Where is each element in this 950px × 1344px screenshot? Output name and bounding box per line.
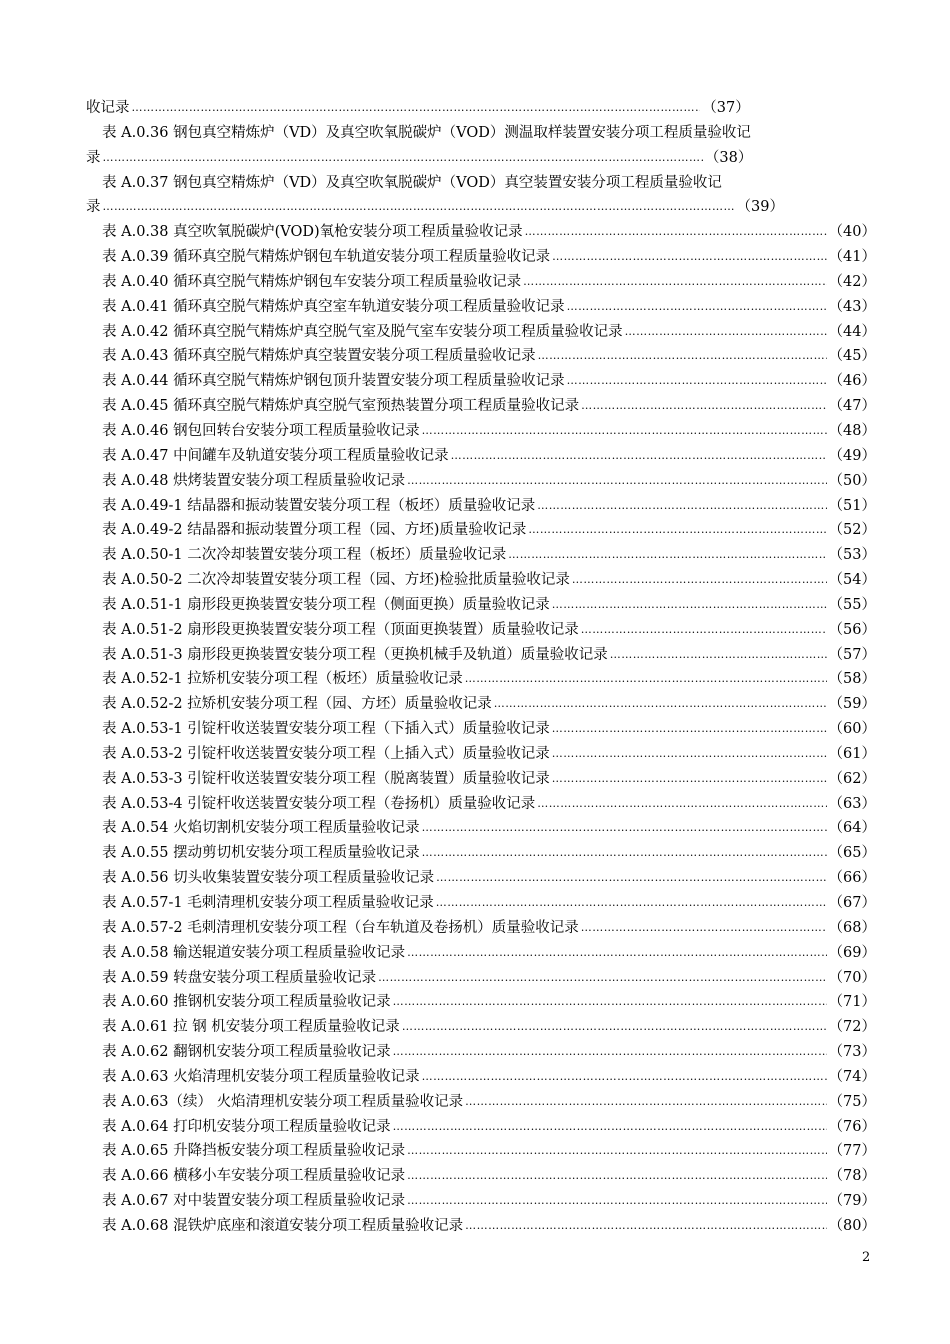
table-of-contents — [86, 96, 876, 1239]
toc-entry-title: 表 A.0.62 翻钢机安装分项工程质量验收记录 — [102, 1044, 391, 1061]
toc-entry-title: 表 A.0.67 对中装置安装分项工程质量验收记录 — [102, 1193, 406, 1210]
toc-entry — [86, 96, 876, 121]
toc-entry-title: 表 A.0.52-2 拉矫机安装分项工程（园、方坯）质量验收记录 — [102, 696, 492, 713]
dot-leader — [552, 593, 827, 618]
toc-entry — [86, 742, 876, 767]
toc-entry-page: （51） — [828, 497, 876, 514]
toc-entry-page: （63） — [828, 795, 876, 812]
toc-entry-title: 表 A.0.57-2 毛刺清理机安装分项工程（台车轨道及卷扬机）质量验收记录 — [102, 919, 579, 936]
dot-leader — [407, 1189, 826, 1214]
dot-leader — [581, 916, 827, 941]
toc-entry — [86, 1164, 876, 1189]
toc-entry — [86, 841, 876, 866]
toc-entry-title: 表 A.0.53-1 引锭杆收送装置安装分项工程（下插入式）质量验收记录 — [102, 721, 550, 738]
toc-entry-page: （60） — [828, 721, 876, 738]
dot-leader — [407, 1139, 826, 1164]
dot-leader — [103, 146, 703, 171]
toc-entry — [86, 816, 876, 841]
toc-entry-page: （57） — [828, 646, 876, 663]
toc-entry — [86, 444, 876, 469]
toc-entry-title: 表 A.0.58 输送辊道安装分项工程质量验收记录 — [102, 944, 406, 961]
dot-leader — [581, 618, 827, 643]
toc-entry-title: 表 A.0.54 火焰切割机安装分项工程质量验收记录 — [102, 820, 420, 837]
toc-entry — [86, 419, 876, 444]
dot-leader — [508, 543, 826, 568]
dot-leader — [132, 96, 701, 121]
dot-leader — [422, 816, 827, 841]
dot-leader — [552, 717, 827, 742]
toc-entry-page: （37） — [702, 100, 750, 116]
toc-entry — [86, 195, 876, 220]
toc-entry-title: 表 A.0.47 中间罐车及轨道安装分项工程质量验收记录 — [102, 447, 449, 464]
toc-entry-title: 表 A.0.51-2 扇形段更换装置安装分项工程（顶面更换装置）质量验收记录 — [102, 621, 579, 638]
dot-leader — [523, 270, 826, 295]
dot-leader — [402, 1015, 827, 1040]
toc-entry — [86, 866, 876, 891]
toc-entry-page: （77） — [828, 1143, 876, 1160]
toc-entry-title: 表 A.0.65 升降挡板安装分项工程质量验收记录 — [102, 1143, 406, 1160]
toc-entry-title: 表 A.0.40 循环真空脱气精炼炉钢包车安装分项工程质量验收记录 — [102, 273, 522, 290]
toc-entry — [86, 146, 876, 171]
toc-entry-page: （73） — [828, 1044, 876, 1061]
dot-leader — [436, 866, 826, 891]
toc-entry-page: （67） — [828, 895, 876, 911]
toc-entry-page: （72） — [828, 1019, 876, 1036]
toc-entry — [86, 667, 876, 692]
toc-entry-page: （53） — [828, 547, 876, 564]
toc-entry-title: 录 — [86, 149, 101, 166]
dot-leader — [465, 1090, 826, 1115]
toc-entry-title: 表 A.0.50-1 二次冷却装置安装分项工程（板坯）质量验收记录 — [102, 547, 507, 564]
toc-entry-page: （58） — [828, 671, 876, 688]
toc-entry-title: 表 A.0.63 火焰清理机安装分项工程质量验收记录 — [102, 1068, 420, 1085]
toc-entry — [86, 792, 876, 817]
toc-entry-title: 表 A.0.52-1 拉矫机安装分项工程（板坯）质量验收记录 — [102, 671, 463, 688]
toc-entry-page: （43） — [828, 298, 876, 315]
toc-entry-page: （54） — [828, 572, 876, 589]
toc-entry-title: 表 A.0.53-4 引锭杆收送装置安装分项工程（卷扬机）质量验收记录 — [102, 795, 536, 812]
toc-entry — [86, 245, 876, 270]
toc-entry-title: 表 A.0.59 转盘安装分项工程质量验收记录 — [102, 969, 377, 986]
toc-entry — [86, 1065, 876, 1090]
page-number: 2 — [862, 1250, 871, 1265]
dot-leader — [537, 494, 826, 519]
toc-entry-page: （78） — [828, 1168, 876, 1185]
dot-leader — [528, 518, 826, 543]
toc-entry-page: （52） — [828, 522, 876, 539]
toc-entry — [86, 593, 876, 618]
toc-entry-page: （68） — [828, 919, 876, 936]
toc-entry-page: （56） — [828, 621, 876, 638]
toc-entry-page: （59） — [828, 696, 876, 713]
toc-entry — [86, 618, 876, 643]
toc-entry-page: （44） — [828, 323, 876, 340]
toc-entry — [86, 1040, 876, 1065]
toc-entry — [86, 891, 876, 916]
toc-entry-title: 表 A.0.39 循环真空脱气精炼炉钢包车轨道安装分项工程质量验收记录 — [102, 249, 551, 266]
dot-leader — [552, 767, 827, 792]
toc-entry-page: （65） — [828, 845, 876, 862]
toc-entry-title: 表 A.0.61 拉 钢 机安装分项工程质量验收记录 — [102, 1019, 400, 1036]
toc-entry-page: （46） — [828, 373, 876, 390]
toc-entry-title: 表 A.0.53-2 引锭杆收送装置安装分项工程（上插入式）质量验收记录 — [102, 745, 550, 762]
dot-leader — [393, 1040, 827, 1065]
toc-entry — [86, 717, 876, 742]
toc-entry — [86, 966, 876, 991]
toc-entry — [86, 121, 876, 146]
toc-entry-title: 表 A.0.55 摆动剪切机安装分项工程质量验收记录 — [102, 845, 420, 862]
toc-entry-title: 表 A.0.53-3 引锭杆收送装置安装分项工程（脱离装置）质量验收记录 — [102, 770, 550, 787]
toc-entry-page: （40） — [828, 224, 876, 241]
toc-entry-title: 表 A.0.44 循环真空脱气精炼炉钢包顶升装置安装分项工程质量验收记录 — [102, 373, 565, 390]
dot-leader — [581, 394, 826, 419]
toc-entry-page: （66） — [828, 870, 876, 887]
toc-entry-page: （47） — [828, 398, 876, 415]
toc-entry — [86, 941, 876, 966]
dot-leader — [537, 792, 826, 817]
toc-entry — [86, 767, 876, 792]
toc-entry — [86, 1214, 876, 1239]
dot-leader — [451, 444, 827, 469]
dot-leader — [422, 1065, 827, 1090]
toc-entry — [86, 270, 876, 295]
toc-entry — [86, 916, 876, 941]
dot-leader — [393, 990, 827, 1015]
toc-entry-page: （55） — [828, 596, 876, 613]
toc-entry — [86, 568, 876, 593]
toc-entry — [86, 494, 876, 519]
toc-entry-page: （49） — [828, 447, 876, 464]
toc-entry — [86, 469, 876, 494]
toc-entry — [86, 1015, 876, 1040]
toc-entry-title: 表 A.0.68 混铁炉底座和滚道安装分项工程质量验收记录 — [102, 1217, 464, 1234]
dot-leader — [407, 469, 826, 494]
dot-leader — [407, 1164, 826, 1189]
toc-entry-title: 收记录 — [86, 100, 130, 116]
toc-entry-title: 表 A.0.57-1 毛刺清理机安装分项工程质量验收记录 — [102, 895, 434, 911]
toc-entry — [86, 518, 876, 543]
toc-entry-title: 表 A.0.49-1 结晶器和振动装置安装分项工程（板坯）质量验收记录 — [102, 497, 536, 514]
toc-entry-page: （48） — [828, 422, 876, 439]
toc-entry — [86, 171, 876, 196]
dot-leader — [572, 568, 827, 593]
toc-entry-page: （39） — [736, 199, 784, 216]
dot-leader — [407, 941, 826, 966]
toc-entry-title: 表 A.0.56 切头收集装置安装分项工程质量验收记录 — [102, 870, 435, 887]
toc-entry-title: 表 A.0.43 循环真空脱气精炼炉真空装置安装分项工程质量验收记录 — [102, 348, 536, 365]
toc-entry-page: （61） — [828, 745, 876, 762]
toc-entry-page: （38） — [704, 149, 753, 166]
toc-entry — [86, 295, 876, 320]
toc-entry — [86, 220, 876, 245]
toc-entry-title: 表 A.0.48 烘烤装置安装分项工程质量验收记录 — [102, 472, 406, 489]
toc-entry-page: （75） — [828, 1093, 876, 1110]
toc-entry-title: 录 — [86, 199, 101, 216]
dot-leader — [465, 1214, 826, 1239]
dot-leader — [552, 245, 826, 270]
dot-leader — [393, 1115, 827, 1140]
dot-leader — [610, 643, 827, 668]
toc-entry-title: 表 A.0.60 推钢机安装分项工程质量验收记录 — [102, 994, 391, 1011]
toc-entry-page: （41） — [828, 249, 876, 266]
toc-entry — [86, 1115, 876, 1140]
toc-entry-title: 表 A.0.51-3 扇形段更换装置安装分项工程（更换机械手及轨道）质量验收记录 — [102, 646, 608, 663]
dot-leader — [567, 369, 827, 394]
toc-entry — [86, 1189, 876, 1214]
toc-entry-title: 表 A.0.51-1 扇形段更换装置安装分项工程（侧面更换）质量验收记录 — [102, 596, 550, 613]
toc-entry-page: （71） — [828, 994, 876, 1011]
toc-entry-title: 表 A.0.41 循环真空脱气精炼炉真空室车轨道安装分项工程质量验收记录 — [102, 298, 565, 315]
toc-entry-page: （50） — [828, 472, 876, 489]
toc-entry-title: 表 A.0.38 真空吹氧脱碳炉(VOD)氧枪安装分项工程质量验收记录 — [102, 224, 523, 241]
toc-entry-page: （69） — [828, 944, 876, 961]
dot-leader — [436, 891, 827, 916]
toc-entry — [86, 692, 876, 717]
toc-entry — [86, 1139, 876, 1164]
toc-entry-title: 表 A.0.36 钢包真空精炼炉（VD）及真空吹氧脱碳炉（VOD）测温取样装置安装分项工程质量验收记 — [102, 124, 751, 141]
toc-entry-title: 表 A.0.45 循环真空脱气精炼炉真空脱气室预热装置分项工程质量验收记录 — [102, 398, 580, 415]
toc-entry-page: （64） — [828, 820, 876, 837]
dot-leader — [465, 667, 827, 692]
toc-entry-title: 表 A.0.50-2 二次冷却装置安装分项工程（园、方坯)检验批质量验收记录 — [102, 572, 570, 589]
dot-leader — [494, 692, 827, 717]
dot-leader — [422, 419, 827, 444]
dot-leader — [567, 295, 827, 320]
dot-leader — [538, 344, 827, 369]
toc-entry — [86, 369, 876, 394]
toc-entry-title: 表 A.0.49-2 结晶器和振动装置分项工程（园、方坯)质量验收记录 — [102, 522, 527, 539]
dot-leader — [422, 841, 827, 866]
toc-entry — [86, 320, 876, 345]
toc-entry-title: 表 A.0.46 钢包回转台安装分项工程质量验收记录 — [102, 422, 420, 439]
toc-entry-page: （62） — [828, 770, 876, 787]
toc-entry-page: （76） — [828, 1118, 876, 1135]
toc-entry-page: （42） — [828, 273, 876, 290]
toc-entry-title: 表 A.0.42 循环真空脱气精炼炉真空脱气室及脱气室车安装分项工程质量验收记录 — [102, 323, 623, 340]
toc-entry-title: 表 A.0.64 打印机安装分项工程质量验收记录 — [102, 1118, 391, 1135]
toc-entry-page: （70） — [828, 969, 876, 986]
dot-leader — [103, 195, 735, 220]
dot-leader — [378, 966, 826, 991]
toc-entry — [86, 543, 876, 568]
toc-entry — [86, 394, 876, 419]
toc-entry — [86, 990, 876, 1015]
dot-leader — [552, 742, 827, 767]
toc-entry-title: 表 A.0.66 横移小车安装分项工程质量验收记录 — [102, 1168, 406, 1185]
toc-entry-page: （74） — [828, 1068, 876, 1085]
dot-leader — [525, 220, 827, 245]
toc-entry-title: 表 A.0.37 钢包真空精炼炉（VD）及真空吹氧脱碳炉（VOD）真空装置安装分项工程质量验收记 — [102, 174, 722, 191]
toc-entry — [86, 344, 876, 369]
toc-entry-page: （80） — [828, 1217, 876, 1234]
toc-entry-title: 表 A.0.63（续） 火焰清理机安装分项工程质量验收记录 — [102, 1093, 464, 1110]
toc-entry — [86, 1090, 876, 1115]
toc-entry-page: （45） — [828, 348, 876, 365]
toc-entry-page: （79） — [828, 1193, 876, 1210]
toc-entry — [86, 643, 876, 668]
dot-leader — [625, 320, 827, 345]
